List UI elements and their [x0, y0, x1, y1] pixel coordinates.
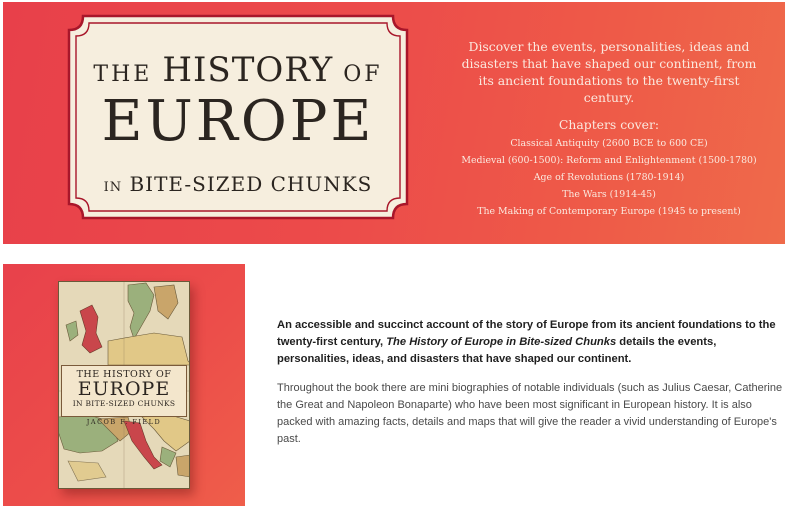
book-author: JACOB F. FIELD	[86, 418, 162, 426]
title-bite-sized-chunks: BITE-SIZED CHUNKS	[129, 172, 373, 196]
lead-text-end: details the events, personalities, ideas, and disasters that have shaped our continent.	[277, 336, 717, 365]
product-description	[277, 317, 785, 448]
title-card	[65, 12, 411, 222]
title-history: HISTORY	[162, 50, 334, 90]
book-title-subtitle: IN BITE-SIZED CHUNKS	[72, 399, 176, 408]
book-cover-panel	[3, 264, 245, 506]
chapter-item: Age of Revolutions (1780-1914)	[533, 172, 685, 183]
chapters-list	[458, 135, 760, 220]
description-body: Throughout the book there are mini biographies of notable individuals (such as Julius Caesar, Catherine the Great and Napoleon Bonaparte) who have been most significant in European history. It is also packed with amazing facts, details and maps that will give the reader a vivid understanding of Europe's past.	[277, 382, 783, 445]
title-europe: EUROPE	[101, 89, 375, 154]
description-lead	[277, 317, 785, 368]
chapters-heading: Chapters cover:	[558, 117, 660, 132]
title-line-bite-sized	[65, 172, 411, 196]
title-line-the-history-of	[65, 50, 411, 90]
title-of: OF	[343, 62, 383, 87]
book-title-label	[61, 365, 187, 417]
chapter-item: The Wars (1914-45)	[562, 189, 656, 200]
chapter-item: The Making of Contemporary Europe (1945 to present)	[477, 206, 741, 217]
lead-book-title: The History of Europe in Bite-sized Chunks	[386, 336, 617, 348]
hero-banner	[3, 2, 785, 244]
chapter-item: Classical Antiquity (2600 BCE to 600 CE)	[510, 138, 708, 149]
chapter-item: Medieval (600-1500): Reform and Enlightenment (1500-1780)	[461, 155, 757, 166]
book-title-of: OF	[156, 369, 172, 380]
banner-intro: Discover the events, personalities, ideas and disasters that have shaped our continent, from its ancient foundations to the twenty-first century.	[461, 39, 757, 105]
lead-text-start: An accessible and succinct account of the story of Europe from its ancient foundations to the twenty-first century,	[277, 319, 776, 348]
book-title-history: HISTORY	[103, 369, 153, 380]
book-title-europe: EUROPE	[77, 378, 171, 400]
title-the: THE	[93, 62, 153, 87]
title-in: IN	[103, 180, 123, 195]
banner-description	[458, 38, 760, 220]
book-title-the: THE	[76, 369, 100, 380]
book-cover-image	[58, 281, 190, 489]
